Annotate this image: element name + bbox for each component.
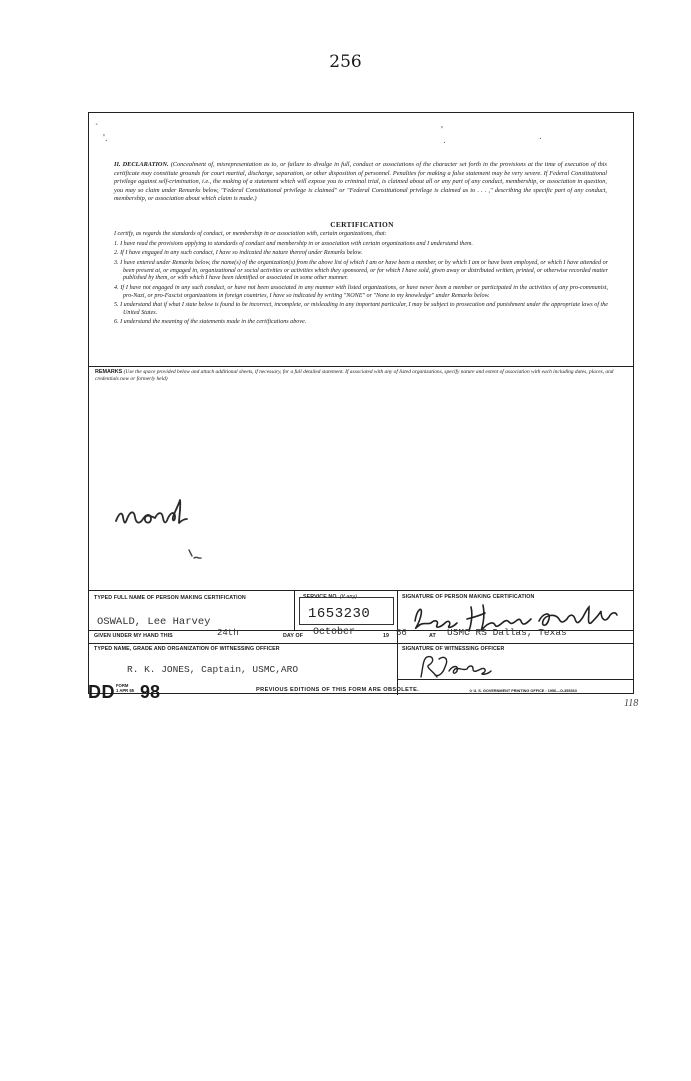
obsolete-notice: PREVIOUS EDITIONS OF THIS FORM ARE OBSOLETE. [256,687,420,693]
page-number: 256 [329,52,362,72]
place-value: USMC RS Dallas, Texas [447,627,567,638]
service-no-box [299,597,394,625]
stray-pen-mark [185,546,215,566]
service-no-value: 1653230 [308,606,371,622]
certification-intro: I certify, as regards the standards of conduct, or membership in or association with, certain organizations, that: [114,231,387,237]
certification-item: 3. I have entered under Remarks below, the name(s) of the organization(s) from the above list of which I am or have been a member, or by which I am or have been employed, or which I have attended or been present at, or engaged in, organizational or social activities or activities which they sponsored, or for which I have sold, given away or distributed written, printed, or otherwise recorded matter published by them, or with which I have been identified or associated in some other manner. [114,259,608,282]
form-date: FORM 1 APR 55 [116,683,134,693]
handwritten-none [113,495,193,535]
scan-speck: . [539,131,542,142]
divider [89,590,633,591]
scan-speck: . [443,135,446,146]
typed-name-label: TYPED FULL NAME OF PERSON MAKING CERTIFICATION [94,595,246,601]
year-value: 56 [396,628,407,638]
declaration [114,161,607,204]
service-no-note: (If any) [339,594,358,600]
scan-speck: ' [441,125,443,136]
certification-item: 5. I understand that if what I state below is found to be incorrect, incomplete, or misleading in any important particular, I may be subject to prosecution and punishment under the appropriate laws of the United States. [114,301,608,316]
declaration-heading: II. DECLARATION. [114,161,169,168]
remarks-header [95,369,627,383]
remarks-instructions: (Use the space provided below and attach additional sheets, if necessary, for a full detailed statement. If associated with any of listed organizations, specify nature and extent of association with each including dates, places, and credentials now or formerly held) [95,369,614,382]
declaration-text: (Concealment of, misrepresentation as to, or failure to divulge in full, conduct or associations of the character set forth in the provisions at the time of execution of this certificate may constitute grounds for court martial, discharge, separation, or other disposition of personnel. Penalties for making a false statement may be very severe. If Federal Constitutional privilege against self-crimination, i.e., the making of a statement which will expose you to criminal trial, is claimed about all or any part of any conduct, membership, or association in question, you may so claim under Remarks below, "Federal Constitutional privilege is claimed" or "Federal Constitutional privilege is claimed as to . . . ," describing the specific part of any conduct, membership, or association about which claim is made.) [114,161,607,203]
certification-item: 2. If I have engaged in any such conduct, I have so indicated the nature thereof under Remarks below. [114,250,363,257]
scan-speck: ` [95,123,99,134]
certification-list [114,241,608,328]
form-footer [88,680,639,710]
typed-name-value: OSWALD, Lee Harvey [97,616,211,628]
service-no-label-text: SERVICE NO. [303,594,339,600]
divider [89,643,633,644]
witness-signature-label: SIGNATURE OF WITNESSING OFFICER [402,646,505,652]
scan-speck: '. [103,133,108,144]
form-dd98 [88,112,634,694]
given-label: GIVEN UNDER MY HAND THIS [94,633,173,639]
certification-item: 4. If I have not engaged in any such conduct, or have not been associated in any manner with listed organizations, or have never been a member or participated in the activities of any pro-communist, pro-Nazi, or pro-Fascist organizations in foreign countries, I have so indicated by writing "NONE" or "None to my knowledge" under Remarks below. [114,284,608,299]
day-of-label: DAY OF [283,633,304,639]
divider [89,366,633,367]
at-label: AT [429,633,436,639]
remarks-label: REMARKS [95,369,123,375]
column-divider [294,590,295,630]
year-prefix: 19 [383,633,390,639]
witness-label: TYPED NAME, GRADE AND ORGANIZATION OF WITNESSING OFFICER [94,646,280,652]
signature-witness [415,653,495,681]
month-value: October [313,627,356,638]
stamped-number: 118 [624,698,639,709]
gpo-imprint: ☆ U. S. GOVERNMENT PRINTING OFFICE : 1956—O-355363 [469,689,577,693]
witness-value: R. K. JONES, Captain, USMC,ARO [127,664,299,675]
certification-item: 6. I understand the meaning of the statements made in the certifications above. [114,319,307,326]
certification-title: CERTIFICATION [330,220,394,229]
dd-label: DD [88,682,115,702]
given-day: 24th [217,628,239,638]
form-number: 98 [140,682,161,702]
certification-item: 1. I have read the provisions applying to standards of conduct and membership in or association with certain organizations and I understand them. [114,241,473,247]
signature-label: SIGNATURE OF PERSON MAKING CERTIFICATION [402,594,535,600]
